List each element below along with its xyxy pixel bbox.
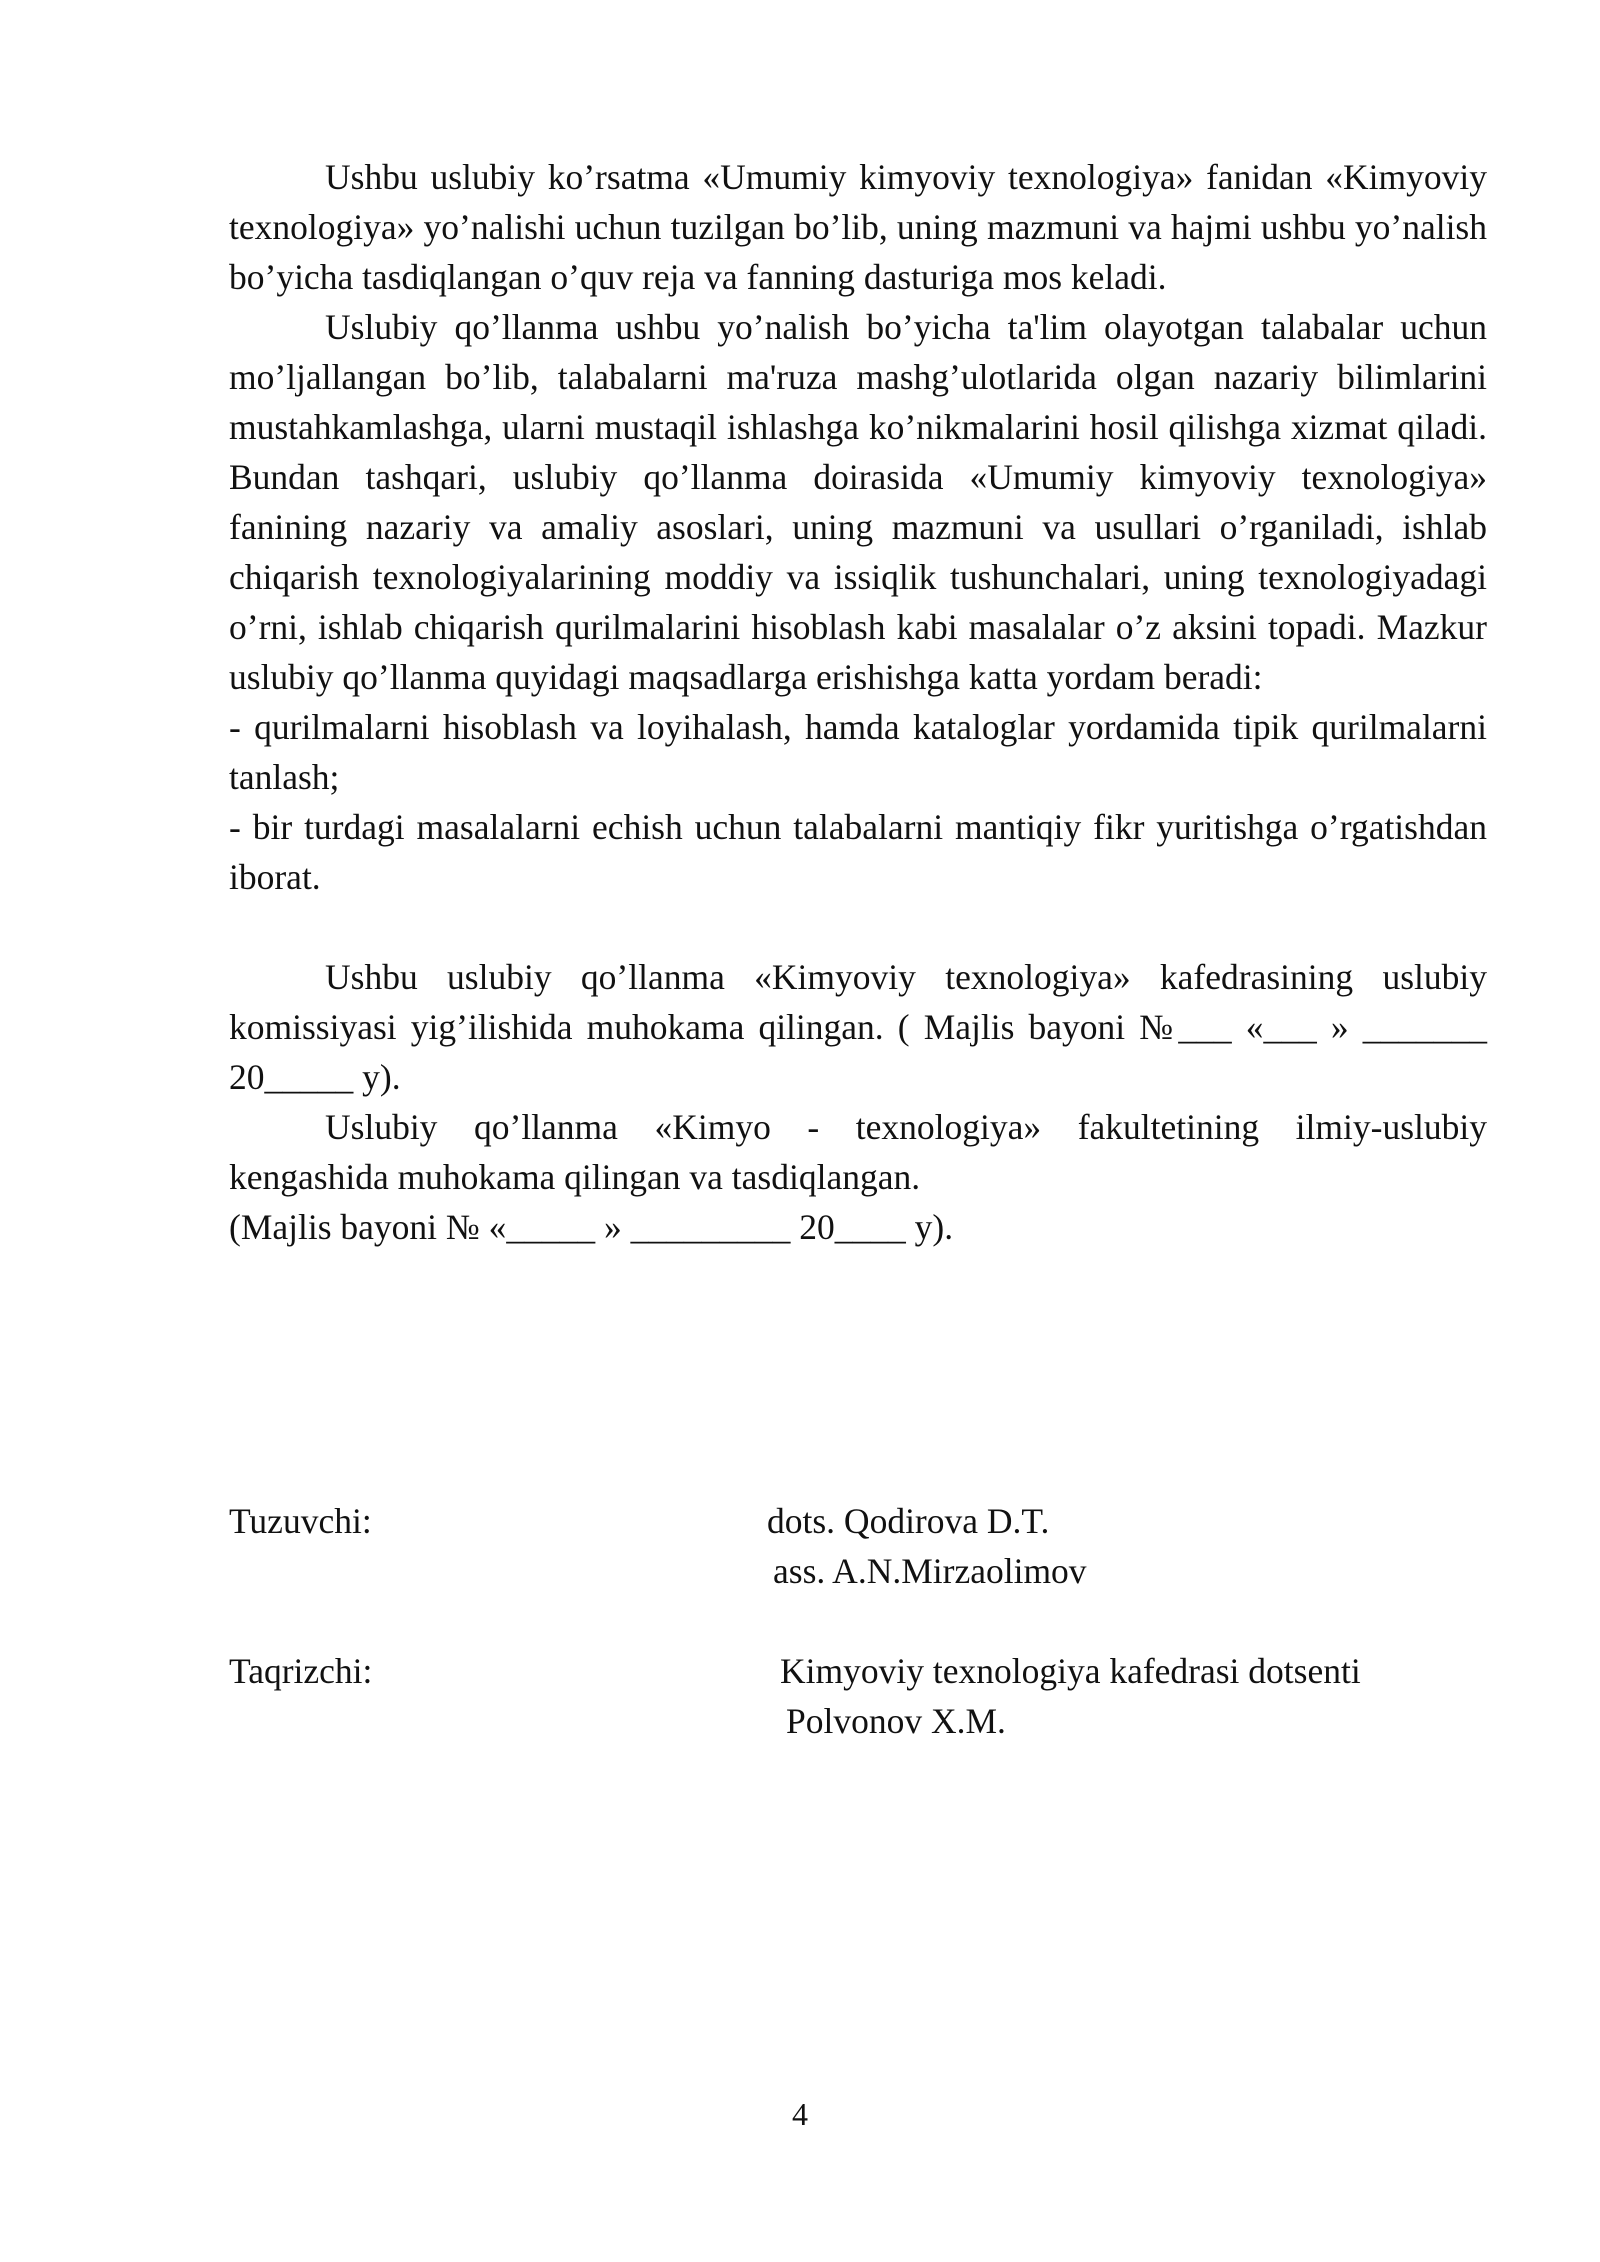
compiler-block (229, 1496, 1487, 1596)
compiler-name: dots. Qodirova D.T. (767, 1501, 1050, 1541)
compiler-label: Tuzuvchi: (229, 1501, 372, 1541)
compiler-name: ass. A.N.Mirzaolimov (773, 1551, 1087, 1591)
approval-paragraph: Ushbu uslubiy qo’llanma «Kimyoviy texnologiya» kafedrasining uslubiy komissiyasi yig’ilishida muhokama qilingan. ( Majlis bayoni №___ «___ » _______ 20_____ y). (229, 957, 1487, 1097)
intro-paragraph: Ushbu uslubiy ko’rsatma «Umumiy kimyoviy texnologiya» fanidan «Kimyoviy texnologiya» yo’nalishi uchun tuzilgan bo’lib, uning mazmuni va hajmi ushbu yo’nalish bo’yicha tasdiqlangan o’quv reja va fanning dasturiga mos keladi. (229, 157, 1487, 297)
purpose-paragraph: Uslubiy qo’llanma ushbu yo’nalish bo’yicha ta'lim olayotgan talabalar uchun mo’ljallangan bo’lib, talabalarni ma'ruza mashg’ulotlarida olgan nazariy bilimlarini mustahkamlashga, ularni mustaqil ishlashga ko’nikmalarini hosil qilishga xizmat qiladi. Bundan tashqari, uslubiy qo’llanma doirasida «Umumiy kimyoviy texnologiya» fanining nazariy va amaliy asoslari, uning mazmuni va usullari o’rganiladi, ishlab chiqarish texnologiyalarining moddiy va issiqlik tushunchalari, uning texnologiyadagi o’rni, ishlab chiqarish qurilmalarini hisoblash kabi masalalar o’z aksini topadi. Mazkur uslubiy qo’llanma quyidagi maqsadlarga erishishga katta yordam beradi: (229, 307, 1487, 697)
page-number: 4 (792, 2096, 808, 2132)
reviewer-name: Polvonov X.M. (786, 1701, 1006, 1741)
reviewer-title: Kimyoviy texnologiya kafedrasi dotsenti (780, 1651, 1361, 1691)
reviewer-block (229, 1646, 1487, 1746)
reviewer-label: Taqrizchi: (229, 1651, 373, 1691)
bullet-item: - bir turdagi masalalarni echish uchun talabalarni mantiqiy fikr yuritishga o’rgatishdan iborat. (229, 807, 1487, 897)
paragraph-gap (229, 902, 1487, 952)
council-paragraph: Uslubiy qo’llanma «Kimyo - texnologiya» fakultetining ilmiy-uslubiy kengashida muhokama qilingan va tasdiqlangan. (229, 1107, 1487, 1197)
bullet-item: - qurilmalarni hisoblash va loyihalash, hamda kataloglar yordamida tipik qurilmalarni tanlash; (229, 707, 1487, 797)
protocol-line: (Majlis bayoni № «_____ » _________ 20____ y). (229, 1207, 954, 1247)
body-text (229, 152, 1487, 1252)
